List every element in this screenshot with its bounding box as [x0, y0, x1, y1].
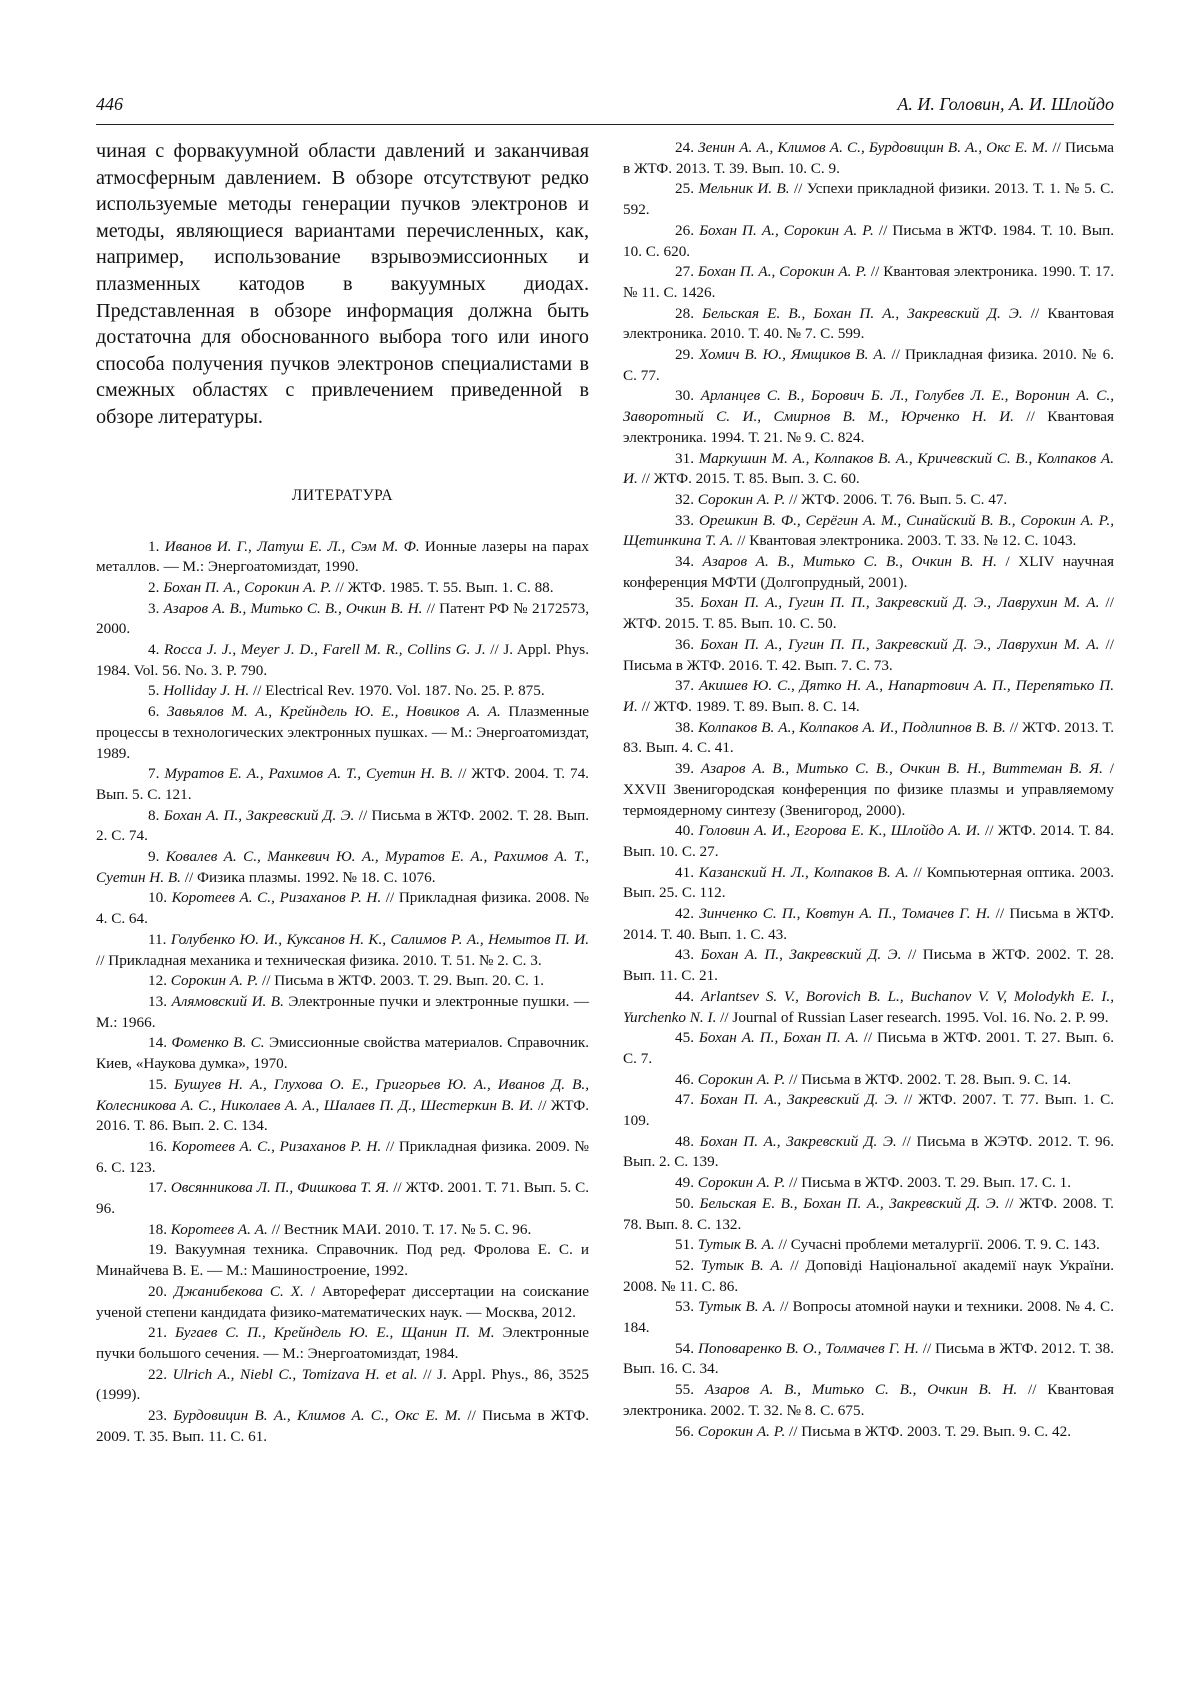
reference-number: 3.: [148, 599, 160, 617]
reference-item: [96, 930, 589, 971]
reference-item: [96, 847, 589, 888]
reference-item: [623, 1380, 1114, 1421]
reference-authors: Бельская Е. В., Бохан П. А., Закревский Д. Э.: [702, 304, 1023, 322]
reference-item: [623, 179, 1114, 220]
reference-item: [623, 1297, 1114, 1338]
reference-authors: Орешкин В. Ф., Серёгин А. М., Синайский В. В., Сорокин А. Р., Щетинкина Т. А.: [623, 511, 1114, 550]
reference-number: 53.: [675, 1298, 694, 1316]
reference-source: // Письма в ЖТФ. 2002. Т. 28. Вып. 2. С. 74.: [96, 806, 589, 845]
reference-source: // ЖТФ. 2015. Т. 85. Вып. 3. С. 60.: [637, 470, 860, 488]
reference-number: 4.: [148, 641, 160, 659]
reference-item: [96, 702, 589, 764]
reference-source: // Письма в ЖТФ. 2001. Т. 27. Вып. 6. С. 7.: [623, 1029, 1115, 1067]
reference-source: / Автореферат диссертации на соискание ученой степени кандидата физико-математических наук. — Москва, 2012.: [96, 1282, 589, 1321]
reference-item: [96, 1033, 589, 1074]
reference-source: // Квантовая электроника. 2010. Т. 40. № 7. С. 599.: [623, 304, 1115, 343]
reference-authors: Rocca J. J., Meyer J. D., Farell M. R., Collins G. J.: [164, 641, 486, 659]
reference-authors: Бугаев С. П., Крейндель Ю. Е., Щанин П. М.: [174, 1324, 495, 1342]
reference-item: [96, 1406, 589, 1447]
reference-source: // Письма в ЖЭТФ. 2012. Т. 96. Вып. 2. С. 139.: [623, 1132, 1115, 1171]
reference-authors: Азаров А. В., Митько С. В., Очкин В. Н.: [704, 1381, 1018, 1399]
reference-source: Вакуумная техника. Справочник. Под ред. Фролова Е. С. и Минайчева В. Е. — М.: Машиностроение, 1992.: [96, 1241, 590, 1280]
reference-authors: Джанибекова С. Х.: [173, 1282, 304, 1300]
reference-authors: Бохан А. П., Закревский Д. Э.: [700, 946, 902, 964]
reference-number: 38.: [675, 718, 694, 736]
reference-number: 31.: [675, 449, 694, 467]
reference-number: 33.: [675, 511, 694, 529]
reference-number: 27.: [675, 263, 694, 281]
reference-authors: Тутык В. А.: [697, 1236, 775, 1254]
reference-number: 56.: [675, 1422, 694, 1440]
reference-item: [623, 718, 1114, 759]
reference-item: [623, 262, 1114, 303]
reference-authors: Азаров А. В., Митько С. В., Очкин В. Н., Виттеман В. Я.: [700, 760, 1103, 778]
literature-heading: ЛИТЕРАТУРА: [291, 486, 394, 504]
reference-item: [623, 386, 1114, 448]
reference-item: [623, 1194, 1114, 1235]
intro-paragraph: чиная с форвакуумной области давлений и заканчивая атмосферным давлением. В обзоре отсутствуют редко используемые методы генерации пучков электронов и методы, являющиеся вариантами перечисленных, как, например, использование взрывоэмиссионных и плазменных катодов в вакуумных диодах. Представленная в обзоре информация должна быть достаточна для обоснованного выбора того или иного способа получения пучков электронов специалистами в смежных областях с привлечением приведенной в обзоре литературы.: [96, 140, 589, 428]
reference-source: // ЖТФ. 2016. Т. 86. Вып. 2. С. 134.: [96, 1096, 589, 1135]
reference-item: [96, 1365, 589, 1406]
reference-authors: Маркушин М. А., Колпаков В. А., Кричевский С. В., Колпаков А. И.: [623, 449, 1115, 488]
reference-source: // ЖТФ. 2014. Т. 84. Вып. 10. С. 27.: [623, 822, 1114, 860]
reference-authors: Сорокин А. Р.: [697, 490, 786, 508]
reference-authors: Сорокин А. Р.: [170, 972, 259, 990]
reference-source: // Успехи прикладной физики. 2013. Т. 1. № 5. С. 592.: [623, 180, 1114, 219]
reference-authors: Овсянникова Л. П., Фишкова Т. Я.: [170, 1179, 390, 1197]
reference-number: 42.: [675, 905, 694, 923]
reference-number: 54.: [675, 1339, 694, 1357]
reference-source: // Патент РФ № 2172573, 2000.: [96, 599, 589, 638]
left-column: [96, 138, 589, 1447]
reference-number: 29.: [675, 346, 694, 364]
reference-source: // Квантовая электроника. 1990. Т. 17. № 11. С. 1426.: [623, 263, 1114, 301]
reference-source: Электронные пучки большого сечения. — М.: Энергоатомиздат, 1984.: [96, 1324, 589, 1362]
reference-source: // Прикладная механика и техническая физика. 2010. Т. 51. № 2. С. 3.: [96, 951, 542, 969]
reference-source: Эмиссионные свойства материалов. Справочник. Киев, «Наукова думка», 1970.: [96, 1034, 590, 1073]
reference-item: [96, 1323, 589, 1364]
reference-source: Ионные лазеры на парах металлов. — М.: Энергоатомиздат, 1990.: [96, 537, 590, 576]
reference-authors: Завьялов М. А., Крейндель Ю. Е., Новиков А. А.: [166, 703, 501, 721]
reference-authors: Бельская Е. В., Бохан П. А., Закревский Д. Э.: [699, 1194, 1000, 1212]
reference-number: 18.: [148, 1220, 167, 1238]
reference-number: 9.: [148, 848, 160, 866]
reference-item: [623, 1235, 1114, 1256]
reference-source: // Физика плазмы. 1992. № 18. С. 1076.: [180, 868, 436, 886]
reference-authors: Зинченко С. П., Ковтун А. П., Томачев Г. Н.: [699, 905, 991, 923]
reference-authors: Бурдовицин В. А., Климов А. С., Окс Е. М.: [173, 1407, 462, 1425]
reference-number: 24.: [675, 139, 694, 156]
reference-item: [623, 1028, 1114, 1069]
reference-source: / XXVII Звенигородская конференция по физике плазмы и управляемому термоядерному синтезу (Звенигород, 2000).: [623, 760, 1114, 819]
reference-source: // ЖТФ. 1985. Т. 55. Вып. 1. С. 88.: [331, 578, 554, 596]
reference-source: // ЖТФ. 2007. Т. 77. Вып. 1. С. 109.: [623, 1091, 1114, 1130]
reference-source: // ЖТФ. 2015. Т. 85. Вып. 10. С. 50.: [623, 594, 1114, 633]
reference-source: // Квантовая электроника. 2002. Т. 32. № 8. С. 675.: [623, 1381, 1114, 1419]
reference-item: [623, 511, 1114, 552]
reference-source: // ЖТФ. 1989. Т. 89. Вып. 8. С. 14.: [637, 697, 860, 715]
reference-item: [96, 1220, 589, 1241]
reference-source: // Письма в ЖТФ. 2003. Т. 29. Вып. 20. С. 1.: [258, 972, 544, 990]
reference-item: [623, 552, 1114, 593]
reference-number: 39.: [675, 760, 694, 778]
reference-source: // Письма в ЖТФ. 2003. Т. 29. Вып. 17. С. 1.: [785, 1174, 1071, 1192]
reference-number: 10.: [148, 889, 167, 907]
reference-authors: Хомич В. Ю., Ямщиков В. А.: [699, 346, 887, 364]
reference-item: [96, 681, 589, 702]
reference-number: 28.: [675, 304, 694, 322]
reference-authors: Акишев Ю. С., Дятко Н. А., Напартович А. П., Перепятько П. И.: [623, 677, 1115, 715]
reference-item: [96, 1240, 589, 1281]
reference-source: // Вестник МАИ. 2010. Т. 17. № 5. С. 96.: [267, 1220, 532, 1238]
reference-authors: Бохан П. А., Гугин П. П., Закревский Д. Э., Лаврухин М. А.: [700, 594, 1100, 612]
reference-list-right: [623, 138, 1114, 1442]
reference-item: [96, 1282, 589, 1323]
reference-item: [96, 971, 589, 992]
reference-number: 1.: [148, 537, 160, 555]
reference-item: [623, 304, 1114, 345]
reference-number: 32.: [675, 490, 694, 508]
reference-authors: Алямовский И. В.: [171, 993, 284, 1010]
reference-source: // ЖТФ. 2004. Т. 74. Вып. 5. С. 121.: [96, 765, 589, 803]
reference-number: 30.: [675, 387, 694, 405]
reference-number: 21.: [148, 1324, 167, 1342]
reference-item: [623, 138, 1114, 179]
reference-item: [96, 806, 589, 847]
reference-number: 35.: [675, 594, 694, 612]
reference-authors: Арланцев С. В., Борович Б. Л., Голубев Л. Е., Воронин А. С., Заворотный С. И., Смирнов В. М., Юрченко Н. И.: [623, 387, 1115, 426]
reference-authors: Сорокин А. Р.: [697, 1174, 786, 1192]
reference-number: 7.: [148, 765, 160, 783]
reference-item: [623, 987, 1114, 1028]
reference-authors: Казанский Н. Л., Колпаков В. А.: [698, 863, 909, 881]
reference-authors: Голубенко Ю. И., Куксанов Н. К., Салимов Р. А., Немытов П. И.: [170, 930, 589, 948]
reference-item: [623, 1422, 1114, 1443]
reference-source: // Компьютерная оптика. 2003. Вып. 25. С. 112.: [623, 863, 1114, 902]
reference-item: [623, 1132, 1114, 1173]
reference-number: 43.: [675, 946, 694, 964]
reference-number: 23.: [148, 1407, 167, 1425]
reference-item: [96, 640, 589, 681]
reference-number: 45.: [675, 1029, 694, 1047]
reference-number: 37.: [675, 677, 694, 695]
reference-number: 17.: [148, 1179, 167, 1197]
reference-number: 40.: [675, 822, 694, 840]
running-header-authors: А. И. Головин, А. И. Шлойдо: [897, 94, 1114, 114]
reference-source: // ЖТФ. 2013. Т. 83. Вып. 4. С. 41.: [623, 718, 1114, 757]
reference-item: [96, 1137, 589, 1178]
reference-authors: Сорокин А. Р.: [697, 1422, 786, 1440]
reference-number: 49.: [675, 1174, 694, 1192]
reference-authors: Бохан П. А., Закревский Д. Э.: [699, 1132, 897, 1150]
reference-item: [623, 945, 1114, 986]
running-header: [96, 90, 1114, 125]
reference-item: [623, 1256, 1114, 1297]
reference-number: 41.: [675, 863, 694, 881]
reference-number: 11.: [148, 930, 167, 948]
reference-number: 25.: [675, 180, 694, 198]
reference-number: 6.: [148, 703, 160, 721]
reference-authors: Коротеев А. С., Ризаханов Р. Н.: [171, 1137, 382, 1155]
reference-number: 34.: [675, 553, 694, 571]
reference-item: [96, 578, 589, 599]
reference-item: [623, 345, 1114, 386]
reference-authors: Бохан П. А., Сорокин А. Р.: [163, 578, 332, 596]
right-column: [623, 138, 1114, 1442]
reference-authors: Коротеев А. С., Ризаханов Р. Н.: [171, 889, 382, 907]
reference-number: 19.: [148, 1241, 167, 1259]
reference-authors: Сорокин А. Р.: [697, 1070, 786, 1088]
reference-item: [623, 1070, 1114, 1091]
reference-item: [623, 593, 1114, 634]
reference-number: 52.: [675, 1256, 694, 1274]
reference-authors: Колпаков В. А., Колпаков А. И., Подлипнов В. В.: [697, 718, 1006, 736]
reference-item: [623, 490, 1114, 511]
reference-number: 5.: [148, 682, 160, 700]
reference-number: 8.: [148, 806, 160, 824]
reference-authors: Фоменко В. С.: [171, 1034, 265, 1052]
reference-authors: Бохан П. А., Сорокин А. Р.: [699, 221, 874, 239]
reference-item: [96, 992, 589, 1033]
reference-authors: Ковалев А. С., Манкевич Ю. А., Муратов Е. А., Рахимов А. Т., Суетин Н. В.: [96, 848, 590, 886]
reference-source: // Прикладная физика. 2010. № 6. С. 77.: [623, 346, 1114, 384]
reference-authors: Головин А. И., Егорова Е. К., Шлойдо А. И.: [698, 822, 981, 840]
reference-source: Электронные пучки и электронные пушки. — М.: 1966.: [96, 993, 590, 1031]
reference-source: // Вопросы атомной науки и техники. 2008. № 4. С. 184.: [623, 1298, 1114, 1337]
reference-source: // J. Appl. Phys., 86, 3525 (1999).: [96, 1365, 589, 1404]
reference-authors: Зенин А. А., Климов А. С., Бурдовицин В. А., Окс Е. М.: [698, 139, 1049, 156]
reference-source: // Квантовая электроника. 1994. Т. 21. № 9. С. 824.: [623, 408, 1115, 446]
reference-authors: Arlantsev S. V., Borovich B. L., Buchanov V. V, Molodykh E. I., Yurchenko N. I.: [623, 987, 1115, 1026]
reference-authors: Бохан П. А., Гугин П. П., Закревский Д. Э., Лаврухин М. А.: [700, 635, 1100, 653]
reference-item: [623, 863, 1114, 904]
reference-authors: Азаров А. В., Митько С. В., Очкин В. Н.: [702, 553, 997, 571]
reference-number: 22.: [148, 1365, 167, 1383]
reference-number: 55.: [675, 1381, 694, 1399]
reference-authors: Бохан А. П., Бохан П. А.: [698, 1029, 859, 1047]
reference-source: / XLIV научная конференция МФТИ (Долгопрудный, 2001).: [623, 553, 1114, 591]
page-number: 446: [96, 94, 123, 114]
reference-item: [623, 221, 1114, 262]
reference-source: // Письма в ЖТФ. 2012. Т. 38. Вып. 16. С. 34.: [623, 1339, 1115, 1378]
reference-source: // Письма в ЖТФ. 2002. Т. 28. Вып. 9. С. 14.: [785, 1070, 1071, 1088]
reference-number: 20.: [148, 1282, 167, 1300]
reference-number: 46.: [675, 1070, 694, 1088]
reference-authors: Ulrich A., Niebl C., Tomizava H. et al.: [172, 1365, 418, 1383]
reference-number: 26.: [675, 221, 694, 239]
reference-source: Плазменные процессы в технологических электронных пушках. — М.: Энергоатомиздат, 1989.: [96, 703, 590, 762]
reference-source: // Прикладная физика. 2008. № 4. С. 64.: [96, 889, 589, 928]
reference-item: [96, 1075, 589, 1137]
reference-item: [623, 635, 1114, 676]
reference-item: [623, 904, 1114, 945]
reference-number: 36.: [675, 635, 694, 653]
reference-source: // Письма в ЖТФ. 2003. Т. 29. Вып. 9. С. 42.: [785, 1422, 1071, 1440]
reference-authors: Мельник И. В.: [698, 180, 790, 198]
reference-item: [96, 888, 589, 929]
reference-item: [623, 449, 1114, 490]
reference-number: 14.: [148, 1034, 167, 1052]
reference-authors: Иванов И. Г., Латуш Е. Л., Сэм М. Ф.: [164, 537, 420, 555]
reference-number: 47.: [675, 1091, 694, 1109]
reference-source: // ЖТФ. 2001. Т. 71. Вып. 5. С. 96.: [96, 1179, 590, 1218]
reference-item: [623, 1339, 1114, 1380]
reference-authors: Коротеев А. А.: [170, 1220, 268, 1238]
reference-source: // Доповіді Національної академії наук України. 2008. № 11. С. 86.: [623, 1256, 1115, 1295]
reference-number: 50.: [675, 1194, 694, 1212]
reference-item: [96, 599, 589, 640]
reference-source: // Письма в ЖТФ. 2013. Т. 39. Вып. 10. С. 9.: [623, 139, 1115, 177]
reference-item: [96, 1178, 589, 1219]
reference-item: [623, 1173, 1114, 1194]
reference-authors: Тутык В. А.: [698, 1298, 776, 1316]
reference-authors: Азаров А. В., Митько С. В., Очкин В. Н.: [163, 599, 423, 617]
reference-number: 13.: [148, 993, 167, 1010]
reference-authors: Поповаренко В. О., Толмачев Г. Н.: [697, 1339, 919, 1357]
reference-list-left: [96, 537, 589, 1448]
reference-source: // Письма в ЖТФ. 2016. Т. 42. Вып. 7. С. 73.: [623, 635, 1114, 674]
reference-source: // Квантовая электроника. 2003. Т. 33. № 12. С. 1043.: [733, 532, 1077, 550]
reference-authors: Holliday J. H.: [163, 682, 250, 700]
reference-source: // Письма в ЖТФ. 2014. Т. 40. Вып. 1. С. 43.: [623, 905, 1115, 943]
reference-item: [623, 676, 1114, 717]
reference-authors: Бушуев Н. А., Глухова О. Е., Григорьев Ю. А., Иванов Д. В., Колесникова А. С., Николаев А. А., Шалаев П. Д., Шестеркин В. И.: [96, 1075, 589, 1114]
reference-number: 2.: [148, 578, 160, 596]
reference-authors: Бохан П. А., Сорокин А. Р.: [697, 263, 867, 281]
reference-number: 12.: [148, 972, 167, 990]
reference-authors: Бохан А. П., Закревский Д. Э.: [163, 806, 355, 824]
reference-source: // ЖТФ. 2006. Т. 76. Вып. 5. С. 47.: [785, 490, 1008, 508]
reference-item: [623, 759, 1114, 821]
reference-source: // ЖТФ. 2008. Т. 78. Вып. 8. С. 132.: [623, 1194, 1114, 1233]
reference-source: // Письма в ЖТФ. 2002. Т. 28. Вып. 11. С. 21.: [623, 946, 1114, 985]
reference-source: // Письма в ЖТФ. 1984. Т. 10. Вып. 10. С. 620.: [623, 221, 1114, 260]
reference-source: // Сучасні проблеми металургії. 2006. Т. 9. С. 143.: [774, 1236, 1100, 1254]
reference-source: // Journal of Russian Laser research. 1995. Vol. 16. No. 2. P. 99.: [716, 1008, 1109, 1026]
reference-number: 44.: [675, 987, 694, 1005]
reference-number: 48.: [675, 1132, 694, 1150]
reference-item: [623, 1090, 1114, 1131]
reference-source: // Прикладная физика. 2009. № 6. С. 123.: [96, 1137, 589, 1176]
reference-source: // Письма в ЖТФ. 2009. Т. 35. Вып. 11. С. 61.: [96, 1407, 589, 1445]
reference-source: // J. Appl. Phys. 1984. Vol. 56. No. 3. P. 790.: [96, 641, 590, 679]
reference-item: [96, 537, 589, 578]
reference-item: [96, 764, 589, 805]
reference-source: // Electrical Rev. 1970. Vol. 187. No. 25. P. 875.: [249, 682, 545, 700]
reference-number: 15.: [148, 1075, 167, 1093]
reference-item: [623, 821, 1114, 862]
reference-authors: Тутык В. А.: [700, 1256, 784, 1274]
reference-number: 16.: [148, 1137, 167, 1155]
reference-authors: Бохан П. А., Закревский Д. Э.: [699, 1091, 899, 1109]
reference-authors: Муратов Е. А., Рахимов А. Т., Суетин Н. В.: [164, 765, 454, 783]
reference-number: 51.: [675, 1236, 694, 1254]
